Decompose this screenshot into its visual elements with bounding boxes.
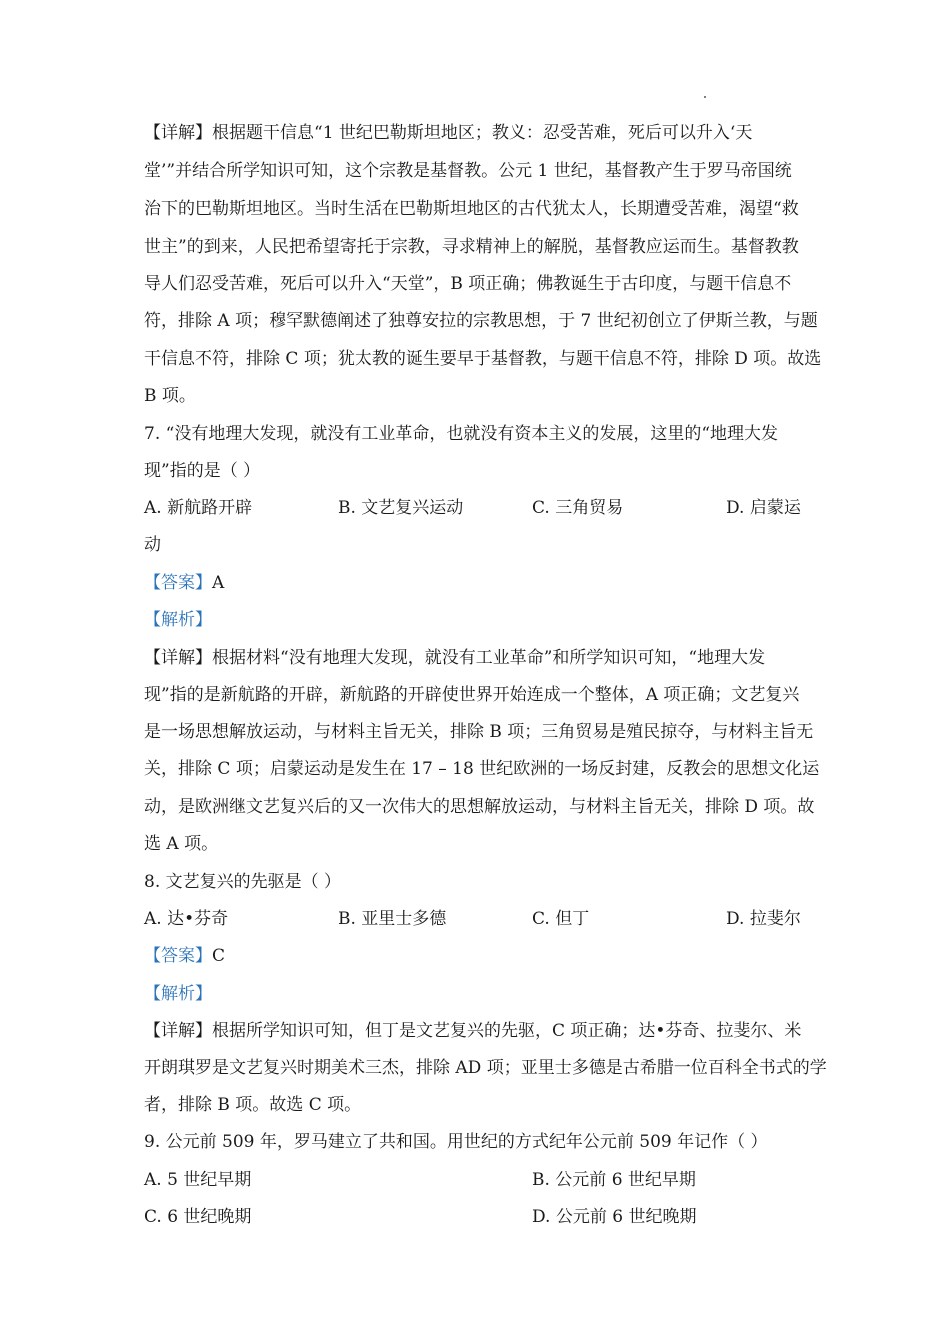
q7-detail-line-6: 选 A 项。 <box>144 834 219 854</box>
q6-detail-line-5: 导人们忍受苦难，死后可以升入“天堂”，B 项正确；佛教诞生于古印度，与题干信息不 <box>144 274 792 294</box>
q8-answer-tag: 【答案】 <box>144 946 212 966</box>
q6-detail-line-3: 治下的巴勒斯坦地区。当时生活在巴勒斯坦地区的古代犹太人，长期遭受苦难，渴望“救 <box>144 199 799 219</box>
q8-option-a: A. 达•芬奇 <box>144 909 229 929</box>
q8-detail-text-1: 根据所学知识可知，但丁是文艺复兴的先驱，C 项正确；达•芬奇、拉斐尔、米 <box>212 1021 802 1041</box>
q6-detail-line-6: 符，排除 A 项；穆罕默德阐述了独尊安拉的宗教思想，于 7 世纪初创立了伊斯兰教，与题 <box>144 311 818 331</box>
q8-option-b: B. 亚里士多德 <box>338 909 447 929</box>
q8-detail-line-1 <box>144 1020 814 1042</box>
q8-detail-line-3: 者，排除 B 项。故选 C 项。 <box>144 1095 362 1115</box>
q7-option-a: A. 新航路开辟 <box>144 498 253 518</box>
q7-option-d: D. 启蒙运 <box>726 498 801 518</box>
q7-analysis-tag: 【解析】 <box>144 610 212 630</box>
q8-answer-line <box>144 945 814 967</box>
q7-answer-tag: 【答案】 <box>144 573 212 593</box>
q8-option-c: C. 但丁 <box>532 909 590 929</box>
q9-option-b: B. 公元前 6 世纪早期 <box>532 1170 696 1190</box>
q7-detail-tag: 【详解】 <box>144 648 212 668</box>
q8-analysis-tag: 【解析】 <box>144 984 212 1004</box>
q9-option-a: A. 5 世纪早期 <box>144 1170 252 1190</box>
q9-option-d: D. 公元前 6 世纪晚期 <box>532 1207 697 1227</box>
q8-stem: 8. 文艺复兴的先驱是（ ） <box>144 872 342 892</box>
page-mark <box>704 96 706 98</box>
q8-answer-value: C <box>212 946 226 966</box>
q7-answer-value: A <box>212 573 225 593</box>
q9-stem: 9. 公元前 509 年，罗马建立了共和国。用世纪的方式纪年公元前 509 年记作（ ） <box>144 1132 768 1152</box>
q7-detail-text-1: 根据材料“没有地理大发现，就没有工业革命”和所学知识可知，“地理大发 <box>212 648 766 668</box>
q6-detail-line-7: 干信息不符，排除 C 项；犹太教的诞生要早于基督教，与题干信息不符，排除 D 项。故选 <box>144 349 822 369</box>
q6-detail-tag: 【详解】 <box>144 123 212 143</box>
q8-detail-tag: 【详解】 <box>144 1021 212 1041</box>
q7-stem-line-1: 7. “没有地理大发现，就没有工业革命，也就没有资本主义的发展，这里的“地理大发 <box>144 424 779 444</box>
q7-detail-line-5: 动，是欧洲继文艺复兴后的又一次伟大的思想解放运动，与材料主旨无关，排除 D 项。故 <box>144 797 815 817</box>
q7-detail-line-2: 现”指的是新航路的开辟，新航路的开辟使世界开始连成一个整体，A 项正确；文艺复兴 <box>144 685 800 705</box>
q8-option-d: D. 拉斐尔 <box>726 909 801 929</box>
q6-detail-text-1: 根据题干信息“1 世纪巴勒斯坦地区；教义：忍受苦难，死后可以升入‘天 <box>212 123 753 143</box>
q7-stem-line-2: 现”指的是（ ） <box>144 461 261 481</box>
q7-option-c: C. 三角贸易 <box>532 498 624 518</box>
q8-detail-line-2: 开朗琪罗是文艺复兴时期美术三杰，排除 AD 项；亚里士多德是古希腊一位百科全书式的学 <box>144 1058 827 1078</box>
q7-option-d-continued: 动 <box>144 535 161 555</box>
q9-option-c: C. 6 世纪晚期 <box>144 1207 252 1227</box>
q7-detail-line-3: 是一场思想解放运动，与材料主旨无关，排除 B 项；三角贸易是殖民掠夺，与材料主旨无 <box>144 722 814 742</box>
q6-detail-line-1 <box>144 122 814 144</box>
q6-detail-line-8: B 项。 <box>144 386 196 406</box>
q7-option-b: B. 文艺复兴运动 <box>338 498 464 518</box>
q7-answer-line <box>144 572 814 594</box>
q6-detail-line-4: 世主”的到来，人民把希望寄托于宗教，寻求精神上的解脱，基督教应运而生。基督教教 <box>144 237 799 257</box>
q6-detail-line-2: 堂’”并结合所学知识可知，这个宗教是基督教。公元 1 世纪，基督教产生于罗马帝国统 <box>144 161 792 181</box>
q7-detail-line-4: 关，排除 C 项；启蒙运动是发生在 17 – 18 世纪欧洲的一场反封建，反教会的思想文化运 <box>144 759 820 779</box>
q7-detail-line-1 <box>144 647 814 669</box>
